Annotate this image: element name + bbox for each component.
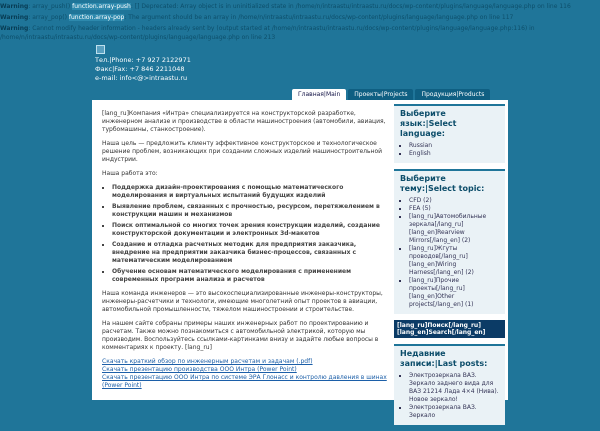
topic-item[interactable]: ▪ [lang_ru]Прочие проекты[/lang_ru][lang_en]Other projects[/lang_en] (1) <box>409 277 499 309</box>
list-item: ▪ Создание и отладка расчетных методик для предприятия заказчика, внедрение на предприятии заказчика бизнес-процессов, связанных с математическим моделированием <box>112 241 390 265</box>
recent-post[interactable]: ▪ Электрозеркала ВАЗ. Зеркало заднего вида для ВАЗ 21214 Лада 4×4 (Нива). Новое зеркало! <box>409 372 499 404</box>
team-paragraph: Наша команда инженеров — это высокоспециализированные инженеры-конструкторы, инженеры-расчетчики и технологи, имеющие многолетний опыт проектов в авиации, автомобильной промышленности, тяжелом машиностроении и строительстве. <box>102 290 383 313</box>
contact-fax: Факс|Fax: +7 846 2211048 <box>95 65 185 73</box>
topic-item[interactable]: ▪ CFD (2) <box>409 197 499 205</box>
sidebar <box>394 104 505 431</box>
recent-title: Недавние записи:|Last posts: <box>400 349 488 368</box>
topic-title: Выберите тему:|Select topic: <box>400 174 485 193</box>
download-overview-link[interactable]: Скачать краткий обзор по инженерным расчетам и задачам (.pdf) <box>102 358 313 365</box>
language-box <box>394 104 505 163</box>
topic-item[interactable]: ▪ FEA (5) <box>409 205 499 213</box>
language-english[interactable]: ▪ English <box>409 150 499 158</box>
work-title: Наша работа это: <box>102 170 158 177</box>
list-item: ▪ Поиск оптимальной со многих точек зрения конструкции изделий, создание конструкторской документации и электронных 3d-макетов <box>112 222 390 238</box>
topic-box <box>394 169 505 314</box>
intro-paragraph: [lang_ru]Компания «Интра» специализируется на конструкторской разработке, инженерном анализе и производстве в области машиностроения (автомобили, авиация, турбомашины, станкостроение). <box>102 110 386 133</box>
warning-line: Warning: Cannot modify header information - headers already sent by (output started at /home/n/intraastu/intraastu.ru/docs/wp-content/plugins/language/language.php:116) in /home/n/intraastu/intraastu.ru/docs/wp-content/plugins/language/language.php on line 213 <box>0 25 535 41</box>
warning-line: Warning: array_pop() function.array-pop: The argument should be an array in /home/n/intraastu/intraastu.ru/docs/wp-content/plugins/language/language.php on line 117 <box>0 14 514 21</box>
list-item: ▪ Поддержка дизайн-проектирования с помощью математического моделирования и виртуальных испытаний будущих изделий <box>112 184 390 200</box>
logo-image-icon[interactable] <box>96 45 105 54</box>
work-list <box>102 184 390 284</box>
php-warnings <box>0 2 600 44</box>
language-title: Выберите язык:|Select language: <box>400 109 457 138</box>
list-item: ▪ Выявление проблем, связанных с прочностью, ресурсом, перетяжелением в конструкции машин и механизмов <box>112 203 390 219</box>
topic-item[interactable]: ▪ [lang_ru]Автомобильные зеркала[/lang_ru][lang_en]Rearview Mirrors[/lang_en] (2) <box>409 213 499 245</box>
main-nav-tabs <box>292 89 492 100</box>
content-panel <box>92 100 508 419</box>
warning-function-link[interactable]: function.array-pop <box>68 14 125 21</box>
warning-function-link[interactable]: function.array-push <box>72 3 131 10</box>
contact-email: e-mail: info<@>intraastu.ru <box>95 74 188 82</box>
topic-item[interactable]: ▪ [lang_ru]Жгуты проводов[/lang_ru][lang_en]Wiring Harness[/lang_en] (2) <box>409 245 499 277</box>
recent-post[interactable]: ▪ Электрозеркала ВАЗ. Зеркало <box>409 404 499 420</box>
download-production-link[interactable]: Скачать презентацию производства ООО Интра (Power Point) <box>102 366 297 373</box>
warning-label: Warning <box>0 3 29 10</box>
tab-main[interactable]: Главная|Main <box>292 89 346 100</box>
language-russian[interactable]: ▪ Russian <box>409 142 499 150</box>
warning-line: Warning: array_push() function.array-push: [] Deprecated: Array object is in uninitialized state in /home/n/intraastu/intraastu.ru/docs/wp-content/plugins/language/language.php on line 116 <box>0 3 571 10</box>
tab-products[interactable]: Продукция|Products <box>415 89 490 100</box>
download-glonass-link[interactable]: Скачать презентацию ООО Интра по системе ЭРА Глонасс и контролю давления в шинах (Power Point) <box>102 374 387 389</box>
examples-paragraph: На нашем сайте собраны примеры наших инженерных работ по проектированию и расчетам. Также можно познакомиться с автомобильной электрикой, которую мы производим. Воспользуйтесь ссылками-картинками внизу и задайте любые вопросы в комментариях к проекту. [lang_ru] <box>102 320 379 351</box>
main-article <box>102 110 390 390</box>
contact-info <box>95 56 191 83</box>
warning-label: Warning <box>0 25 29 32</box>
list-item: ▪ Обучение основам математического моделирования с применением современных программ анализа и расчетов <box>112 268 390 284</box>
tab-projects[interactable]: Проекты|Projects <box>348 89 413 100</box>
recent-posts-box <box>394 344 505 425</box>
goal-paragraph: Наша цель — предложить клиенту эффективное конструкторское и технологическое решение проблем, возникающих при создании сложных изделий машиностроительной индустрии. <box>102 140 383 163</box>
search-button[interactable]: [lang_ru]Поиск[/lang_ru][lang_en]Search[/lang_en] <box>394 320 505 338</box>
contact-phone: Тел.|Phone: +7 927 2122971 <box>95 56 191 64</box>
warning-label: Warning <box>0 14 29 21</box>
